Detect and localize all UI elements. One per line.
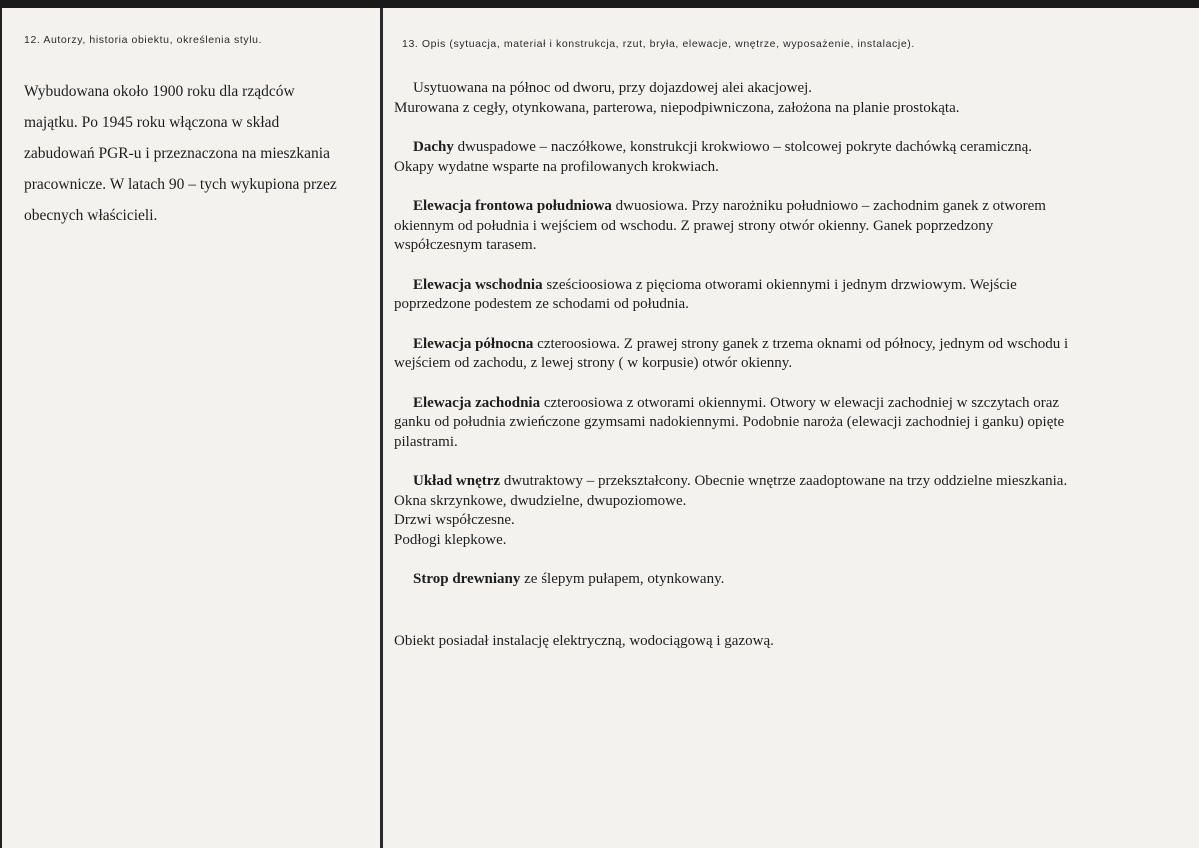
west-elevation-line: ganku od południa zwieńczone gzymsami nadokiennymi. Podobnie naroża (elewacji zachodniej i ganku) opięte (394, 414, 1065, 430)
history-line: Wybudowana około 1900 roku dla rządców (24, 83, 295, 100)
installations-paragraph (394, 632, 1184, 652)
east-elevation-paragraph (394, 276, 1184, 315)
installations-line: Obiekt posiadał instalację elektryczną, wodociągową i gazową. (394, 632, 774, 649)
spacer (394, 610, 1184, 632)
interior-line: Podłogi klepkowe. (394, 531, 507, 548)
east-elevation-label: Elewacja wschodnia (413, 276, 543, 293)
west-elevation-label: Elewacja zachodnia (413, 394, 541, 411)
interior-text: dwutraktowy – przekształcony. Obecnie wnętrze zaadoptowane na trzy oddzielne mieszkania. (500, 473, 1068, 489)
description-text (394, 79, 1184, 651)
interior-line: Drzwi współczesne. (394, 512, 515, 528)
description-heading: 13. Opis (sytuacja, materiał i konstrukcja, rzut, bryła, elewacje, wnętrze, wyposażenie, instalacje). (402, 38, 915, 50)
intro-line: Murowana z cegły, otynkowana, parterowa, niepodpiwniczona, założona na planie prostokąta. (394, 99, 960, 116)
roof-paragraph (394, 138, 1184, 177)
ceiling-label: Strop drewniany (413, 571, 521, 587)
east-elevation-text: sześcioosiowa z pięcioma otworami okiennymi i jednym drzwiowym. Wejście (542, 276, 1017, 293)
roof-line: Okapy wydatne wsparte na profilowanych krokwiach. (394, 158, 719, 175)
history-line: zabudowań PGR-u i przeznaczona na mieszkania (24, 145, 330, 162)
description-column (394, 38, 1184, 671)
interior-paragraph (394, 472, 1184, 550)
roof-label: Dachy (413, 139, 454, 155)
north-elevation-text: czteroosiowa. Z prawej strony ganek z trzema oknami od północy, jednym od wschodu i (533, 335, 1069, 352)
north-elevation-paragraph (394, 335, 1184, 374)
north-elevation-line: wejściem od zachodu, z lewej strony ( w korpusie) otwór okienny. (394, 355, 793, 371)
front-elevation-label: Elewacja frontowa południowa (413, 198, 612, 214)
column-divider (380, 8, 383, 848)
front-elevation-line: okiennym od południa i wejściem od wschodu. Z prawej strony otwór okienny. Ganek poprzedzony (394, 217, 994, 234)
east-elevation-line: poprzedzone podestem ze schodami od południa. (394, 296, 689, 312)
document-sheet (0, 8, 1199, 848)
roof-text: dwuspadowe – naczółkowe, konstrukcji krokwiowo – stolcowej pokryte dachówką ceramiczną. (453, 139, 1033, 155)
west-elevation-text: czteroosiowa z otworami okiennymi. Otwory w elewacji zachodniej w szczytach oraz (540, 394, 1060, 411)
front-elevation-line: współczesnym tarasem. (394, 237, 537, 253)
history-heading: 12. Autorzy, historia obiektu, określenia stylu. (24, 34, 263, 46)
ceiling-paragraph (394, 570, 1184, 590)
west-elevation-paragraph (394, 394, 1184, 453)
interior-line: Okna skrzynkowe, dwudzielne, dwupoziomowe. (394, 492, 687, 509)
history-line: majątku. Po 1945 roku włączona w skład (24, 114, 280, 131)
intro-paragraph (394, 79, 1184, 118)
intro-line: Usytuowana na północ od dworu, przy dojazdowej alei akacjowej. (413, 80, 813, 96)
history-column (24, 34, 374, 231)
history-line: pracownicze. W latach 90 – tych wykupiona przez (24, 176, 337, 193)
interior-label: Układ wnętrz (413, 473, 501, 489)
north-elevation-label: Elewacja północna (413, 335, 534, 352)
front-elevation-paragraph (394, 197, 1184, 256)
ceiling-text: ze ślepym pułapem, otynkowany. (520, 571, 725, 587)
history-line: obecnych właścicieli. (24, 207, 158, 224)
history-text (24, 76, 374, 231)
front-elevation-text: dwuosiowa. Przy narożniku południowo – zachodnim ganek z otworem (611, 198, 1046, 214)
west-elevation-line: pilastrami. (394, 433, 458, 450)
